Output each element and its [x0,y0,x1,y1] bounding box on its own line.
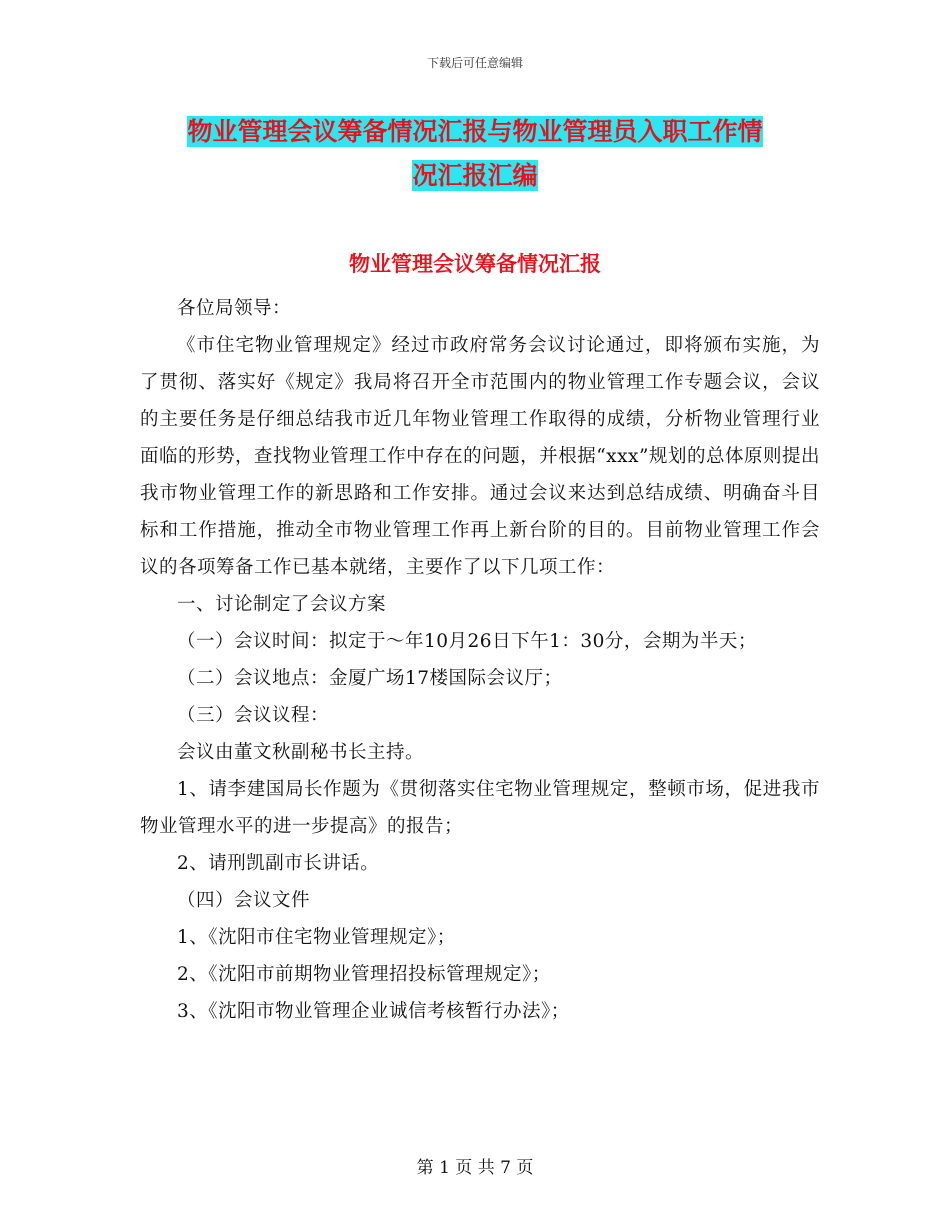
paragraph-item: 3、《沈阳市物业管理企业诚信考核暂行办法》； [177,1001,570,1022]
title-line-2: 况汇报汇编 [412,161,538,190]
title-line-1: 物业管理会议筹备情况汇报与物业管理员入职工作情 [187,117,763,146]
document-title [140,110,810,198]
salutation: 各位局领导： [177,298,292,319]
paragraph-item: 1、请李建国局长作题为《贯彻落实住宅物业管理规定，整顿市场，促进我市物业管理水平的进一步提高》的报告； [140,779,820,837]
document-body [140,290,820,1030]
paragraph-item: 2、《沈阳市前期物业管理招投标管理规定》； [177,964,551,985]
section-title: 物业管理会议筹备情况汇报 [349,251,601,276]
paragraph-heading: 一、讨论制定了会议方案 [177,594,387,615]
page-number: 第 1 页 共 7 页 [416,1158,534,1178]
paragraph-item: 1、《沈阳市住宅物业管理规定》； [177,927,456,948]
paragraph-item: （二）会议地点：金厦广场17楼国际会议厅； [177,668,563,689]
paragraph-item: （三）会议议程： [177,705,330,726]
paragraph-intro: 《市住宅物业管理规定》经过市政府常务会议讨论通过，即将颁布实施，为了贯彻、落实好《规定》我局将召开全市范围内的物业管理工作专题会议，会议的主要任务是仔细总结我市近几年物业管理工作取得的成绩，分析物业管理行业面临的形势，查找物业管理工作中存在的问题，并根据“xxx”规划的总体原则提出我市物业管理工作的新思路和工作安排。通过会议来达到总结成绩、明确奋斗目标和工作措施，推动全市物业管理工作再上新台阶的目的。目前物业管理工作会议的各项筹备工作已基本就绪，主要作了以下几项工作： [140,335,820,578]
paragraph-item: 会议由董文秋副秘书长主持。 [177,742,425,763]
header-note: 下载后可任意编辑 [426,56,523,70]
paragraph-item: 2、请刑凯副市长讲话。 [177,853,380,874]
paragraph-item: （一）会议时间：拟定于～年10月26日下午1：30分，会期为半天； [177,631,757,652]
paragraph-item: （四）会议文件 [177,890,311,911]
